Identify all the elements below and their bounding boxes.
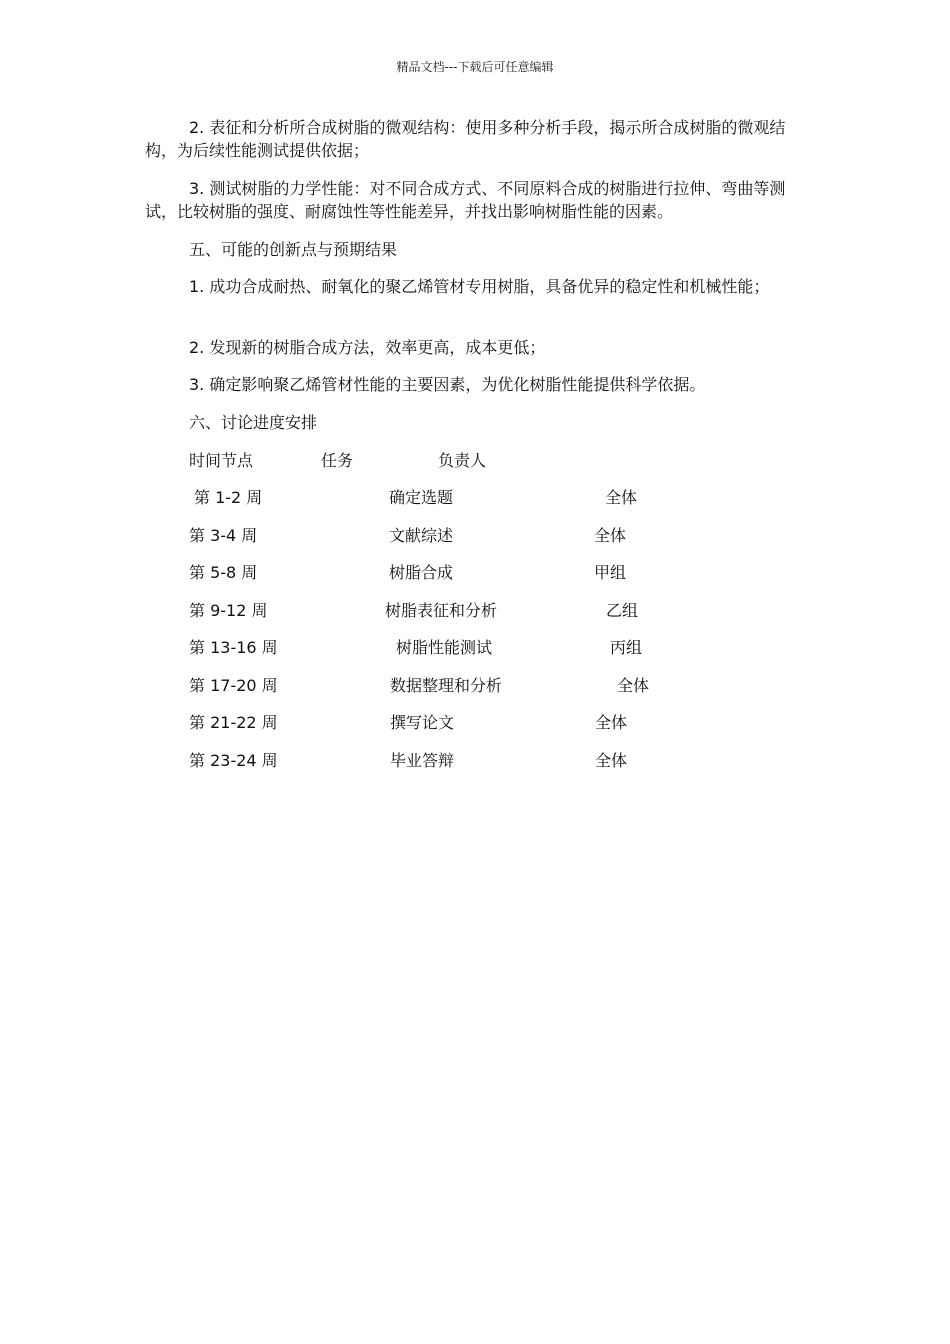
page-header: 精品文档---下载后可任意编辑 <box>396 60 554 74</box>
row-owner: 全体 <box>595 751 628 770</box>
row-time: 第 3-4 周 <box>189 526 258 545</box>
result-item-2: 2. 发现新的树脂合成方法，效率更高，成本更低； <box>189 338 546 357</box>
paragraph-characterization: 2. 表征和分析所合成树脂的微观结构：使用多种分析手段，揭示所合成树脂的微观结构，为后续性能测试提供依据； <box>145 118 786 160</box>
paragraph-mechanical-testing: 3. 测试树脂的力学性能：对不同合成方式、不同原料合成的树脂进行拉伸、弯曲等测试，比较树脂的强度、耐腐蚀性等性能差异，并找出影响树脂性能的因素。 <box>145 179 786 221</box>
row-owner: 丙组 <box>610 638 643 657</box>
row-task: 树脂合成 <box>389 563 454 582</box>
row-owner: 全体 <box>594 526 627 545</box>
header-time: 时间节点 <box>189 451 254 470</box>
row-time: 第 1-2 周 <box>194 488 263 507</box>
row-owner: 全体 <box>595 713 628 732</box>
row-time: 第 17-20 周 <box>189 676 278 695</box>
section-title-schedule: 六、讨论进度安排 <box>189 413 318 432</box>
header-task: 任务 <box>321 451 354 470</box>
row-task: 撰写论文 <box>390 713 455 732</box>
row-time: 第 21-22 周 <box>189 713 278 732</box>
row-task: 树脂性能测试 <box>396 638 493 657</box>
row-time: 第 9-12 周 <box>189 601 268 620</box>
row-time: 第 13-16 周 <box>189 638 278 657</box>
row-task: 数据整理和分析 <box>390 676 503 695</box>
row-time: 第 5-8 周 <box>189 563 258 582</box>
header-owner: 负责人 <box>438 451 487 470</box>
row-task: 树脂表征和分析 <box>385 601 498 620</box>
row-owner: 全体 <box>605 488 638 507</box>
result-item-1: 1. 成功合成耐热、耐氧化的聚乙烯管材专用树脂，具备优异的稳定性和机械性能； <box>189 277 770 296</box>
result-item-3: 3. 确定影响聚乙烯管材性能的主要因素，为优化树脂性能提供科学依据。 <box>189 375 706 394</box>
row-time: 第 23-24 周 <box>189 751 278 770</box>
row-owner: 甲组 <box>594 563 627 582</box>
row-task: 文献综述 <box>389 526 454 545</box>
row-owner: 全体 <box>617 676 650 695</box>
row-task: 毕业答辩 <box>390 751 455 770</box>
row-owner: 乙组 <box>606 601 639 620</box>
section-title-innovation: 五、可能的创新点与预期结果 <box>189 240 398 259</box>
row-task: 确定选题 <box>389 488 454 507</box>
